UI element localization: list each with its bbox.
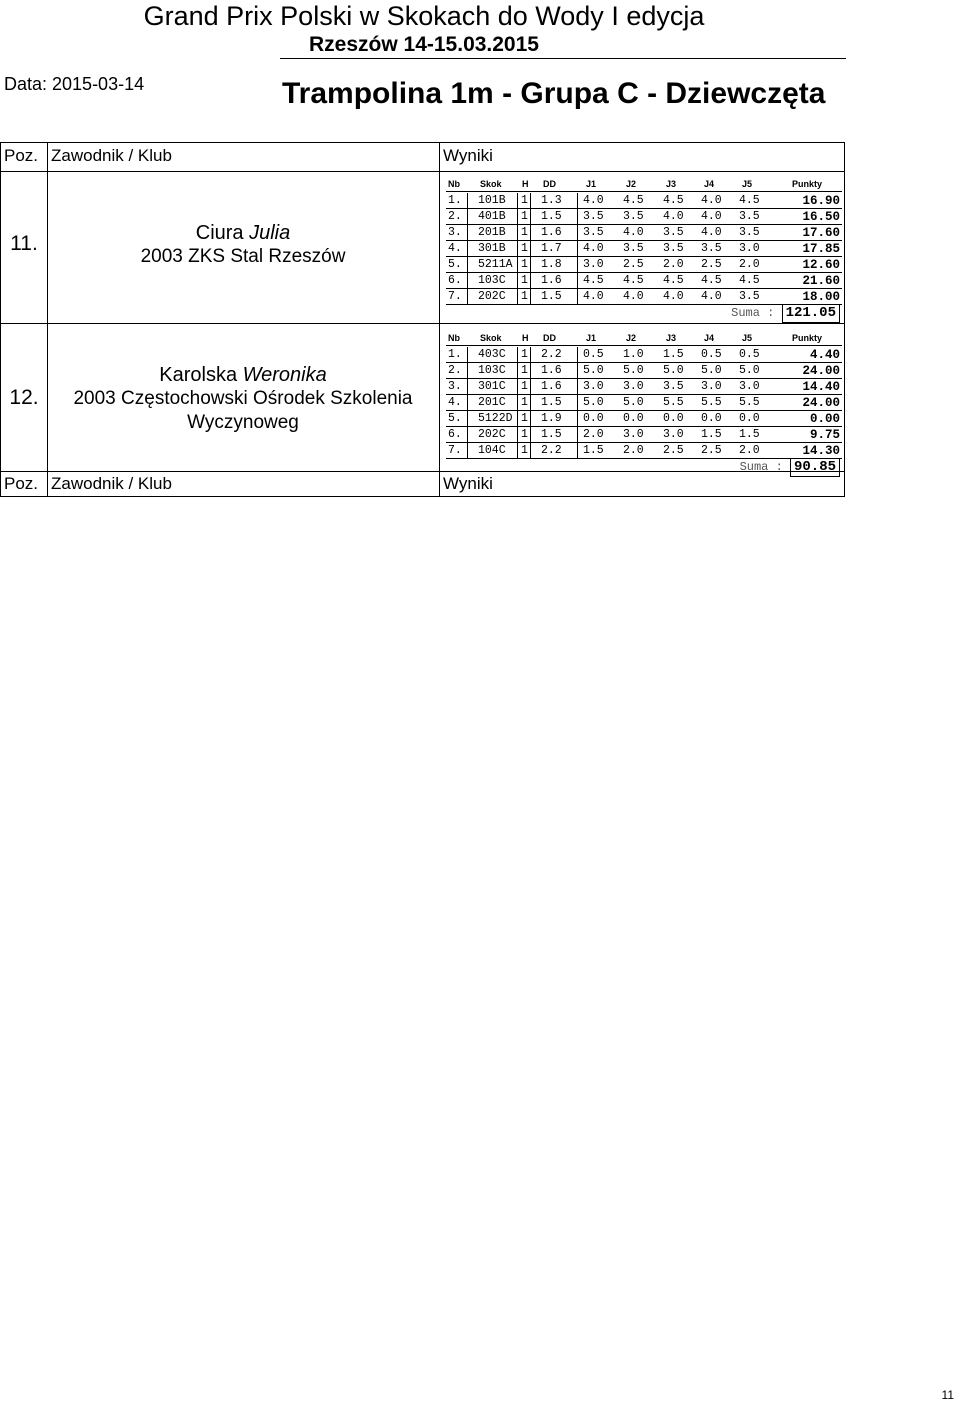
judge-5: 4.5 [739, 274, 760, 287]
cell-divider [467, 273, 468, 288]
dive-row [446, 289, 842, 305]
dive-row [446, 379, 842, 395]
competitor-name [47, 221, 439, 245]
judge-4: 5.0 [701, 364, 722, 377]
dive-dd: 1.5 [541, 290, 562, 303]
cell-divider [530, 289, 531, 304]
competitor-last-name: Ciura [195, 222, 244, 244]
judge-5: 3.0 [739, 242, 760, 255]
results-header-cell: J5 [742, 333, 753, 343]
results-table [0, 142, 845, 497]
dive-dd: 1.6 [541, 364, 562, 377]
results-header-cell: J1 [586, 179, 597, 189]
dive-nb: 3. [448, 226, 462, 239]
cell-divider [577, 193, 578, 208]
results-header-row [446, 331, 842, 346]
dive-code: 201C [478, 396, 506, 409]
judge-1: 4.0 [583, 290, 604, 303]
judge-4: 1.5 [701, 428, 722, 441]
footer-header-zawodnik: Zawodnik / Klub [51, 474, 172, 493]
judge-1: 3.0 [583, 258, 604, 271]
results-header-cell: J2 [626, 333, 637, 343]
footer-header-wyniki: Wyniki [443, 474, 493, 493]
dive-row [446, 241, 842, 257]
dive-code: 401B [478, 210, 506, 223]
cell-divider [517, 225, 518, 240]
dive-row [446, 225, 842, 241]
results-header-cell: DD [543, 333, 556, 343]
dive-dd: 1.5 [541, 428, 562, 441]
dive-code: 301C [478, 380, 506, 393]
dive-height: 1 [521, 274, 528, 287]
judge-2: 4.5 [623, 194, 644, 207]
competitor-first-name: Weronika [242, 364, 327, 386]
date-label: Data: 2015-03-14 [4, 74, 145, 94]
judge-3: 2.5 [663, 444, 684, 457]
dive-code: 202C [478, 428, 506, 441]
judge-4: 4.0 [701, 290, 722, 303]
cell-divider [517, 443, 518, 458]
dive-results [446, 177, 842, 321]
cell-divider [530, 209, 531, 224]
column-header-zawodnik: Zawodnik / Klub [51, 146, 172, 165]
cell-divider [577, 257, 578, 272]
dive-code: 202C [478, 290, 506, 303]
judge-5: 0.0 [739, 412, 760, 425]
dive-dd: 1.5 [541, 396, 562, 409]
dive-dd: 1.7 [541, 242, 562, 255]
dive-points: 17.85 [802, 242, 840, 256]
cell-divider [530, 273, 531, 288]
judge-4: 5.5 [701, 396, 722, 409]
judge-5: 2.0 [739, 444, 760, 457]
judge-4: 4.0 [701, 194, 722, 207]
dive-code: 5211A [478, 258, 513, 271]
judge-5: 3.5 [739, 290, 760, 303]
dive-height: 1 [521, 412, 528, 425]
dive-nb: 7. [448, 444, 462, 457]
cell-divider [530, 193, 531, 208]
judge-1: 1.5 [583, 444, 604, 457]
dive-nb: 7. [448, 290, 462, 303]
judge-5: 2.0 [739, 258, 760, 271]
judge-3: 4.0 [663, 290, 684, 303]
cell-divider [577, 395, 578, 410]
dive-height: 1 [521, 396, 528, 409]
results-header-cell: J1 [586, 333, 597, 343]
cell-divider [530, 395, 531, 410]
dive-dd: 1.9 [541, 412, 562, 425]
judge-1: 3.0 [583, 380, 604, 393]
dive-height: 1 [521, 258, 528, 271]
judge-1: 4.0 [583, 194, 604, 207]
dive-points: 21.60 [802, 274, 840, 288]
cell-divider [577, 347, 578, 362]
judge-1: 3.5 [583, 210, 604, 223]
judge-2: 0.0 [623, 412, 644, 425]
cell-divider [467, 411, 468, 426]
dive-dd: 1.6 [541, 274, 562, 287]
dive-row [446, 443, 842, 459]
judge-1: 2.0 [583, 428, 604, 441]
dive-points: 4.40 [809, 348, 840, 362]
cell-divider [467, 209, 468, 224]
competitor-last-name: Karolska [159, 364, 238, 386]
judge-4: 3.0 [701, 380, 722, 393]
dive-points: 12.60 [802, 258, 840, 272]
dive-nb: 6. [448, 274, 462, 287]
dive-points: 17.60 [802, 226, 840, 240]
cell-divider [467, 241, 468, 256]
judge-2: 3.0 [623, 380, 644, 393]
dive-height: 1 [521, 210, 528, 223]
dive-nb: 1. [448, 348, 462, 361]
judge-1: 5.0 [583, 364, 604, 377]
cell-divider [577, 273, 578, 288]
dive-code: 101B [478, 194, 506, 207]
judge-3: 2.0 [663, 258, 684, 271]
judge-3: 4.5 [663, 274, 684, 287]
cell-divider [530, 427, 531, 442]
dive-nb: 4. [448, 242, 462, 255]
competitor-position: 11. [10, 232, 38, 255]
cell-divider [517, 273, 518, 288]
cell-divider [530, 241, 531, 256]
dive-dd: 2.2 [541, 444, 562, 457]
dive-points: 0.00 [809, 412, 840, 426]
dive-nb: 2. [448, 210, 462, 223]
cell-divider [530, 411, 531, 426]
judge-2: 5.0 [623, 396, 644, 409]
footer-row-divider [1, 471, 844, 472]
dive-code: 103C [478, 274, 506, 287]
cell-divider [530, 257, 531, 272]
total-score [740, 459, 840, 476]
judge-3: 0.0 [663, 412, 684, 425]
column-divider [47, 143, 48, 496]
dive-nb: 5. [448, 412, 462, 425]
dive-height: 1 [521, 242, 528, 255]
cell-divider [577, 225, 578, 240]
competitor-first-name: Julia [249, 222, 291, 244]
dive-row [446, 257, 842, 273]
judge-3: 4.0 [663, 210, 684, 223]
dive-code: 103C [478, 364, 506, 377]
competitor-name [47, 363, 439, 387]
results-header-cell: Nb [448, 333, 460, 343]
dive-height: 1 [521, 444, 528, 457]
total-value: 90.85 [790, 459, 840, 477]
dive-nb: 4. [448, 396, 462, 409]
dive-height: 1 [521, 194, 528, 207]
dive-dd: 1.5 [541, 210, 562, 223]
cell-divider [577, 241, 578, 256]
cell-divider [577, 289, 578, 304]
judge-2: 1.0 [623, 348, 644, 361]
results-header-cell: Nb [448, 179, 460, 189]
dive-height: 1 [521, 364, 528, 377]
cell-divider [467, 193, 468, 208]
judge-4: 4.0 [701, 210, 722, 223]
competitor-divider [1, 323, 844, 324]
dive-dd: 1.6 [541, 226, 562, 239]
dive-points: 18.00 [802, 290, 840, 304]
results-header-cell: H [522, 179, 529, 189]
judge-2: 3.0 [623, 428, 644, 441]
cell-divider [467, 443, 468, 458]
judge-4: 0.0 [701, 412, 722, 425]
results-header-cell: Punkty [792, 179, 823, 189]
cell-divider [517, 395, 518, 410]
judge-1: 0.5 [583, 348, 604, 361]
judge-5: 4.5 [739, 194, 760, 207]
cell-divider [467, 427, 468, 442]
dive-row [446, 395, 842, 411]
dive-code: 301B [478, 242, 506, 255]
judge-2: 5.0 [623, 364, 644, 377]
competitor-club-line2: Wyczynoweg [187, 412, 299, 433]
judge-1: 4.5 [583, 274, 604, 287]
judge-4: 2.5 [701, 444, 722, 457]
judge-5: 0.5 [739, 348, 760, 361]
dive-dd: 2.2 [541, 348, 562, 361]
dive-height: 1 [521, 428, 528, 441]
cell-divider [517, 257, 518, 272]
results-header-cell: J3 [666, 333, 677, 343]
cell-divider [530, 443, 531, 458]
judge-4: 4.5 [701, 274, 722, 287]
dive-nb: 1. [448, 194, 462, 207]
results-header-cell: J3 [666, 179, 677, 189]
cell-divider [577, 411, 578, 426]
judge-3: 4.5 [663, 194, 684, 207]
dive-results [446, 331, 842, 475]
judge-1: 5.0 [583, 396, 604, 409]
judge-4: 0.5 [701, 348, 722, 361]
dive-code: 104C [478, 444, 506, 457]
dive-height: 1 [521, 380, 528, 393]
judge-2: 3.5 [623, 242, 644, 255]
cell-divider [467, 225, 468, 240]
judge-3: 5.0 [663, 364, 684, 377]
cell-divider [530, 225, 531, 240]
results-header-cell: Skok [480, 179, 502, 189]
dive-height: 1 [521, 348, 528, 361]
footer-header-poz: Poz. [4, 474, 39, 493]
cell-divider [517, 379, 518, 394]
total-label: Suma : [739, 460, 790, 474]
dive-points: 16.90 [802, 194, 840, 208]
results-header-cell: DD [543, 179, 556, 189]
cell-divider [577, 443, 578, 458]
judge-5: 5.5 [739, 396, 760, 409]
dive-code: 5122D [478, 412, 513, 425]
judge-4: 2.5 [701, 258, 722, 271]
cell-divider [467, 395, 468, 410]
header-row-divider [1, 171, 844, 172]
total-label: Suma : [731, 306, 782, 320]
dive-points: 24.00 [802, 364, 840, 378]
cell-divider [530, 379, 531, 394]
cell-divider [517, 427, 518, 442]
dive-dd: 1.6 [541, 380, 562, 393]
judge-5: 3.0 [739, 380, 760, 393]
results-header-cell: J2 [626, 179, 637, 189]
judge-2: 4.0 [623, 290, 644, 303]
judge-3: 3.0 [663, 428, 684, 441]
dive-row [446, 193, 842, 209]
dive-height: 1 [521, 226, 528, 239]
judge-2: 2.0 [623, 444, 644, 457]
dive-row [446, 427, 842, 443]
judge-3: 3.5 [663, 226, 684, 239]
cell-divider [467, 363, 468, 378]
judge-2: 3.5 [623, 210, 644, 223]
competitor-club: 2003 Częstochowski Ośrodek Szkolenia [73, 388, 413, 409]
cell-divider [577, 209, 578, 224]
cell-divider [467, 257, 468, 272]
results-header-cell: H [522, 333, 529, 343]
dive-dd: 1.3 [541, 194, 562, 207]
judge-4: 4.0 [701, 226, 722, 239]
judge-3: 3.5 [663, 380, 684, 393]
judge-3: 3.5 [663, 242, 684, 255]
column-header-poz: Poz. [4, 146, 39, 165]
judge-5: 1.5 [739, 428, 760, 441]
judge-1: 3.5 [583, 226, 604, 239]
dive-row [446, 273, 842, 289]
dive-points: 16.50 [802, 210, 840, 224]
dive-code: 403C [478, 348, 506, 361]
competition-location-dates: Rzeszów 14-15.03.2015 [309, 33, 539, 56]
judge-2: 4.0 [623, 226, 644, 239]
competition-title: Grand Prix Polski w Skokach do Wody I edycja [143, 1, 705, 31]
dive-nb: 6. [448, 428, 462, 441]
cell-divider [517, 363, 518, 378]
judge-5: 3.5 [739, 226, 760, 239]
cell-divider [517, 289, 518, 304]
column-header-wyniki: Wyniki [443, 146, 493, 165]
judge-1: 0.0 [583, 412, 604, 425]
dive-points: 24.00 [802, 396, 840, 410]
page-number: 11 [941, 1388, 954, 1402]
results-header-cell: J4 [704, 333, 715, 343]
cell-divider [517, 209, 518, 224]
dive-points: 14.40 [802, 380, 840, 394]
total-value: 121.05 [782, 305, 840, 323]
results-header-row [446, 177, 842, 192]
cell-divider [517, 347, 518, 362]
cell-divider [517, 411, 518, 426]
judge-2: 2.5 [623, 258, 644, 271]
dive-row [446, 209, 842, 225]
judge-3: 1.5 [663, 348, 684, 361]
dive-row [446, 347, 842, 363]
dive-points: 9.75 [809, 428, 840, 442]
cell-divider [577, 363, 578, 378]
cell-divider [517, 241, 518, 256]
competitor-position: 12. [9, 386, 39, 409]
judge-2: 4.5 [623, 274, 644, 287]
event-title: Trampolina 1m - Grupa C - Dziewczęta [282, 77, 826, 110]
results-header-cell: Skok [480, 333, 502, 343]
results-header-cell: J5 [742, 179, 753, 189]
cell-divider [517, 193, 518, 208]
dive-code: 201B [478, 226, 506, 239]
judge-1: 4.0 [583, 242, 604, 255]
cell-divider [530, 363, 531, 378]
judge-5: 3.5 [739, 210, 760, 223]
results-header-cell: Punkty [792, 333, 823, 343]
cell-divider [577, 379, 578, 394]
header-divider [280, 58, 846, 59]
judge-5: 5.0 [739, 364, 760, 377]
cell-divider [467, 347, 468, 362]
dive-height: 1 [521, 290, 528, 303]
dive-points: 14.30 [802, 444, 840, 458]
dive-dd: 1.8 [541, 258, 562, 271]
cell-divider [577, 427, 578, 442]
dive-nb: 5. [448, 258, 462, 271]
competitor-club: 2003 ZKS Stal Rzeszów [140, 246, 346, 267]
column-divider [439, 143, 440, 496]
cell-divider [467, 289, 468, 304]
dive-row [446, 411, 842, 427]
judge-3: 5.5 [663, 396, 684, 409]
judge-4: 3.5 [701, 242, 722, 255]
cell-divider [530, 347, 531, 362]
results-header-cell: J4 [704, 179, 715, 189]
dive-nb: 2. [448, 364, 462, 377]
cell-divider [467, 379, 468, 394]
dive-nb: 3. [448, 380, 462, 393]
total-score [731, 305, 840, 322]
dive-row [446, 363, 842, 379]
